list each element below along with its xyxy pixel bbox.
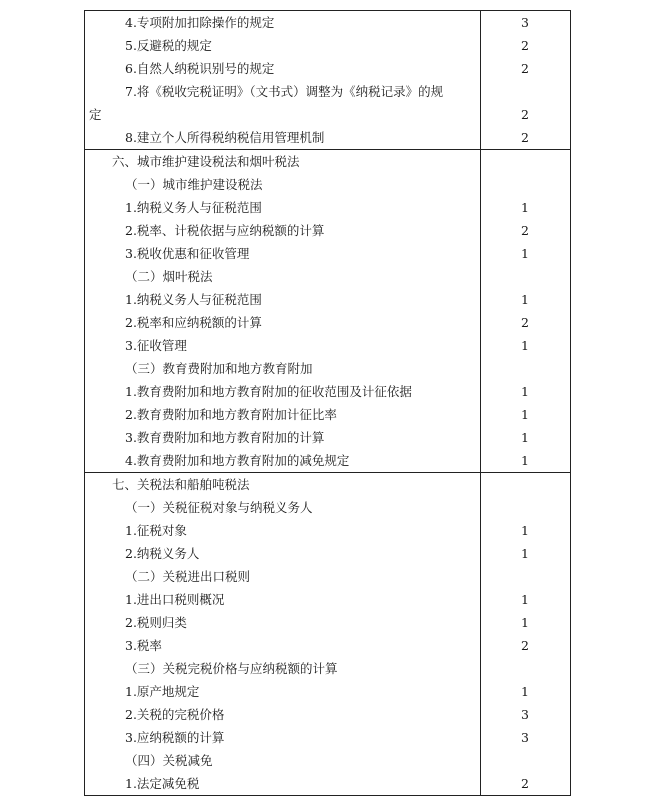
table-row <box>85 11 570 34</box>
row-hours: 3 <box>521 15 529 30</box>
subsection-heading: （三）关税完税价格与应纳税额的计算 <box>125 661 338 676</box>
subsection-heading: （二）关税进出口税则 <box>125 569 251 584</box>
section-heading-row <box>85 473 570 496</box>
subsection-heading-row <box>85 657 570 680</box>
table-row <box>85 80 570 126</box>
table-row <box>85 380 570 403</box>
row-hours: 2 <box>521 638 529 653</box>
row-label: 2.税则归类 <box>125 615 187 630</box>
table-row <box>85 680 570 703</box>
row-hours: 1 <box>521 292 529 307</box>
subsection-heading-row <box>85 749 570 772</box>
row-hours: 3 <box>521 730 529 745</box>
row-label: 1.纳税义务人与征税范围 <box>125 200 262 215</box>
table-section <box>85 149 570 472</box>
row-hours: 1 <box>521 200 529 215</box>
subsection-heading-row <box>85 357 570 380</box>
row-label: 2.税率、计税依据与应纳税额的计算 <box>125 223 325 238</box>
row-hours: 1 <box>521 592 529 607</box>
row-label: 4.专项附加扣除操作的规定 <box>125 15 275 30</box>
subsection-heading-row <box>85 265 570 288</box>
row-hours: 1 <box>521 684 529 699</box>
table-row <box>85 288 570 311</box>
row-hours: 2 <box>521 315 529 330</box>
row-hours: 2 <box>521 776 529 791</box>
subsection-heading-row <box>85 496 570 519</box>
row-hours: 1 <box>521 430 529 445</box>
row-hours: 3 <box>521 707 529 722</box>
row-label: 8.建立个人所得税纳税信用管理机制 <box>125 130 325 145</box>
row-label: 2.关税的完税价格 <box>125 707 225 722</box>
row-label: 3.教育费附加和地方教育附加的计算 <box>125 430 325 445</box>
table-row <box>85 588 570 611</box>
table-row <box>85 519 570 542</box>
row-label: 3.税收优惠和征收管理 <box>125 246 250 261</box>
subsection-heading: （一）城市维护建设税法 <box>125 177 263 192</box>
row-label: 2.教育费附加和地方教育附加计征比率 <box>125 407 337 422</box>
row-label: 1.法定减免税 <box>125 776 200 791</box>
table-row <box>85 334 570 357</box>
row-hours: 1 <box>521 615 529 630</box>
table-section <box>85 11 570 149</box>
row-hours: 1 <box>521 338 529 353</box>
table-section <box>85 472 570 795</box>
row-label-line2: 定 <box>89 107 102 122</box>
subsection-heading: （二）烟叶税法 <box>125 269 213 284</box>
table-row <box>85 242 570 265</box>
subsection-heading-row <box>85 565 570 588</box>
row-label: 2.税率和应纳税额的计算 <box>125 315 262 330</box>
section-heading-row <box>85 150 570 173</box>
subsection-heading: （四）关税减免 <box>125 753 213 768</box>
row-label: 3.征收管理 <box>125 338 187 353</box>
subsection-heading: （一）关税征税对象与纳税义务人 <box>125 500 313 515</box>
table-row <box>85 726 570 749</box>
row-label: 6.自然人纳税识别号的规定 <box>125 61 275 76</box>
subsection-heading: （三）教育费附加和地方教育附加 <box>125 361 313 376</box>
table-row <box>85 219 570 242</box>
row-hours: 1 <box>521 546 529 561</box>
subsection-heading-row <box>85 173 570 196</box>
row-label: 4.教育费附加和地方教育附加的减免规定 <box>125 453 350 468</box>
section-heading: 六、城市维护建设税法和烟叶税法 <box>112 154 300 169</box>
row-label: 5.反避税的规定 <box>125 38 212 53</box>
row-label-line1: 7.将《税收完税证明》（文书式）调整为《纳税记录》的规 <box>125 84 444 99</box>
row-label: 1.征税对象 <box>125 523 187 538</box>
row-label: 1.进出口税则概况 <box>125 592 225 607</box>
table-row <box>85 611 570 634</box>
row-hours: 1 <box>521 453 529 468</box>
syllabus-table <box>84 10 571 796</box>
row-label: 1.纳税义务人与征税范围 <box>125 292 262 307</box>
row-hours: 1 <box>521 407 529 422</box>
table-row <box>85 449 570 472</box>
table-row <box>85 772 570 795</box>
row-hours: 1 <box>521 246 529 261</box>
table-row <box>85 57 570 80</box>
row-label: 1.教育费附加和地方教育附加的征收范围及计征依据 <box>125 384 412 399</box>
row-label: 2.纳税义务人 <box>125 546 200 561</box>
row-hours: 2 <box>521 107 529 122</box>
row-hours: 2 <box>521 61 529 76</box>
table-row <box>85 542 570 565</box>
row-hours: 2 <box>521 38 529 53</box>
row-label: 3.税率 <box>125 638 162 653</box>
row-hours: 1 <box>521 384 529 399</box>
table-row <box>85 126 570 149</box>
table-row <box>85 426 570 449</box>
table-row <box>85 703 570 726</box>
section-heading: 七、关税法和船舶吨税法 <box>112 477 250 492</box>
row-hours: 2 <box>521 130 529 145</box>
row-hours: 1 <box>521 523 529 538</box>
table-row <box>85 196 570 219</box>
row-label: 3.应纳税额的计算 <box>125 730 225 745</box>
row-hours: 2 <box>521 223 529 238</box>
table-row <box>85 34 570 57</box>
row-label: 1.原产地规定 <box>125 684 200 699</box>
table-row <box>85 403 570 426</box>
table-row <box>85 634 570 657</box>
row-label-wrapped <box>85 80 480 126</box>
table-row <box>85 311 570 334</box>
